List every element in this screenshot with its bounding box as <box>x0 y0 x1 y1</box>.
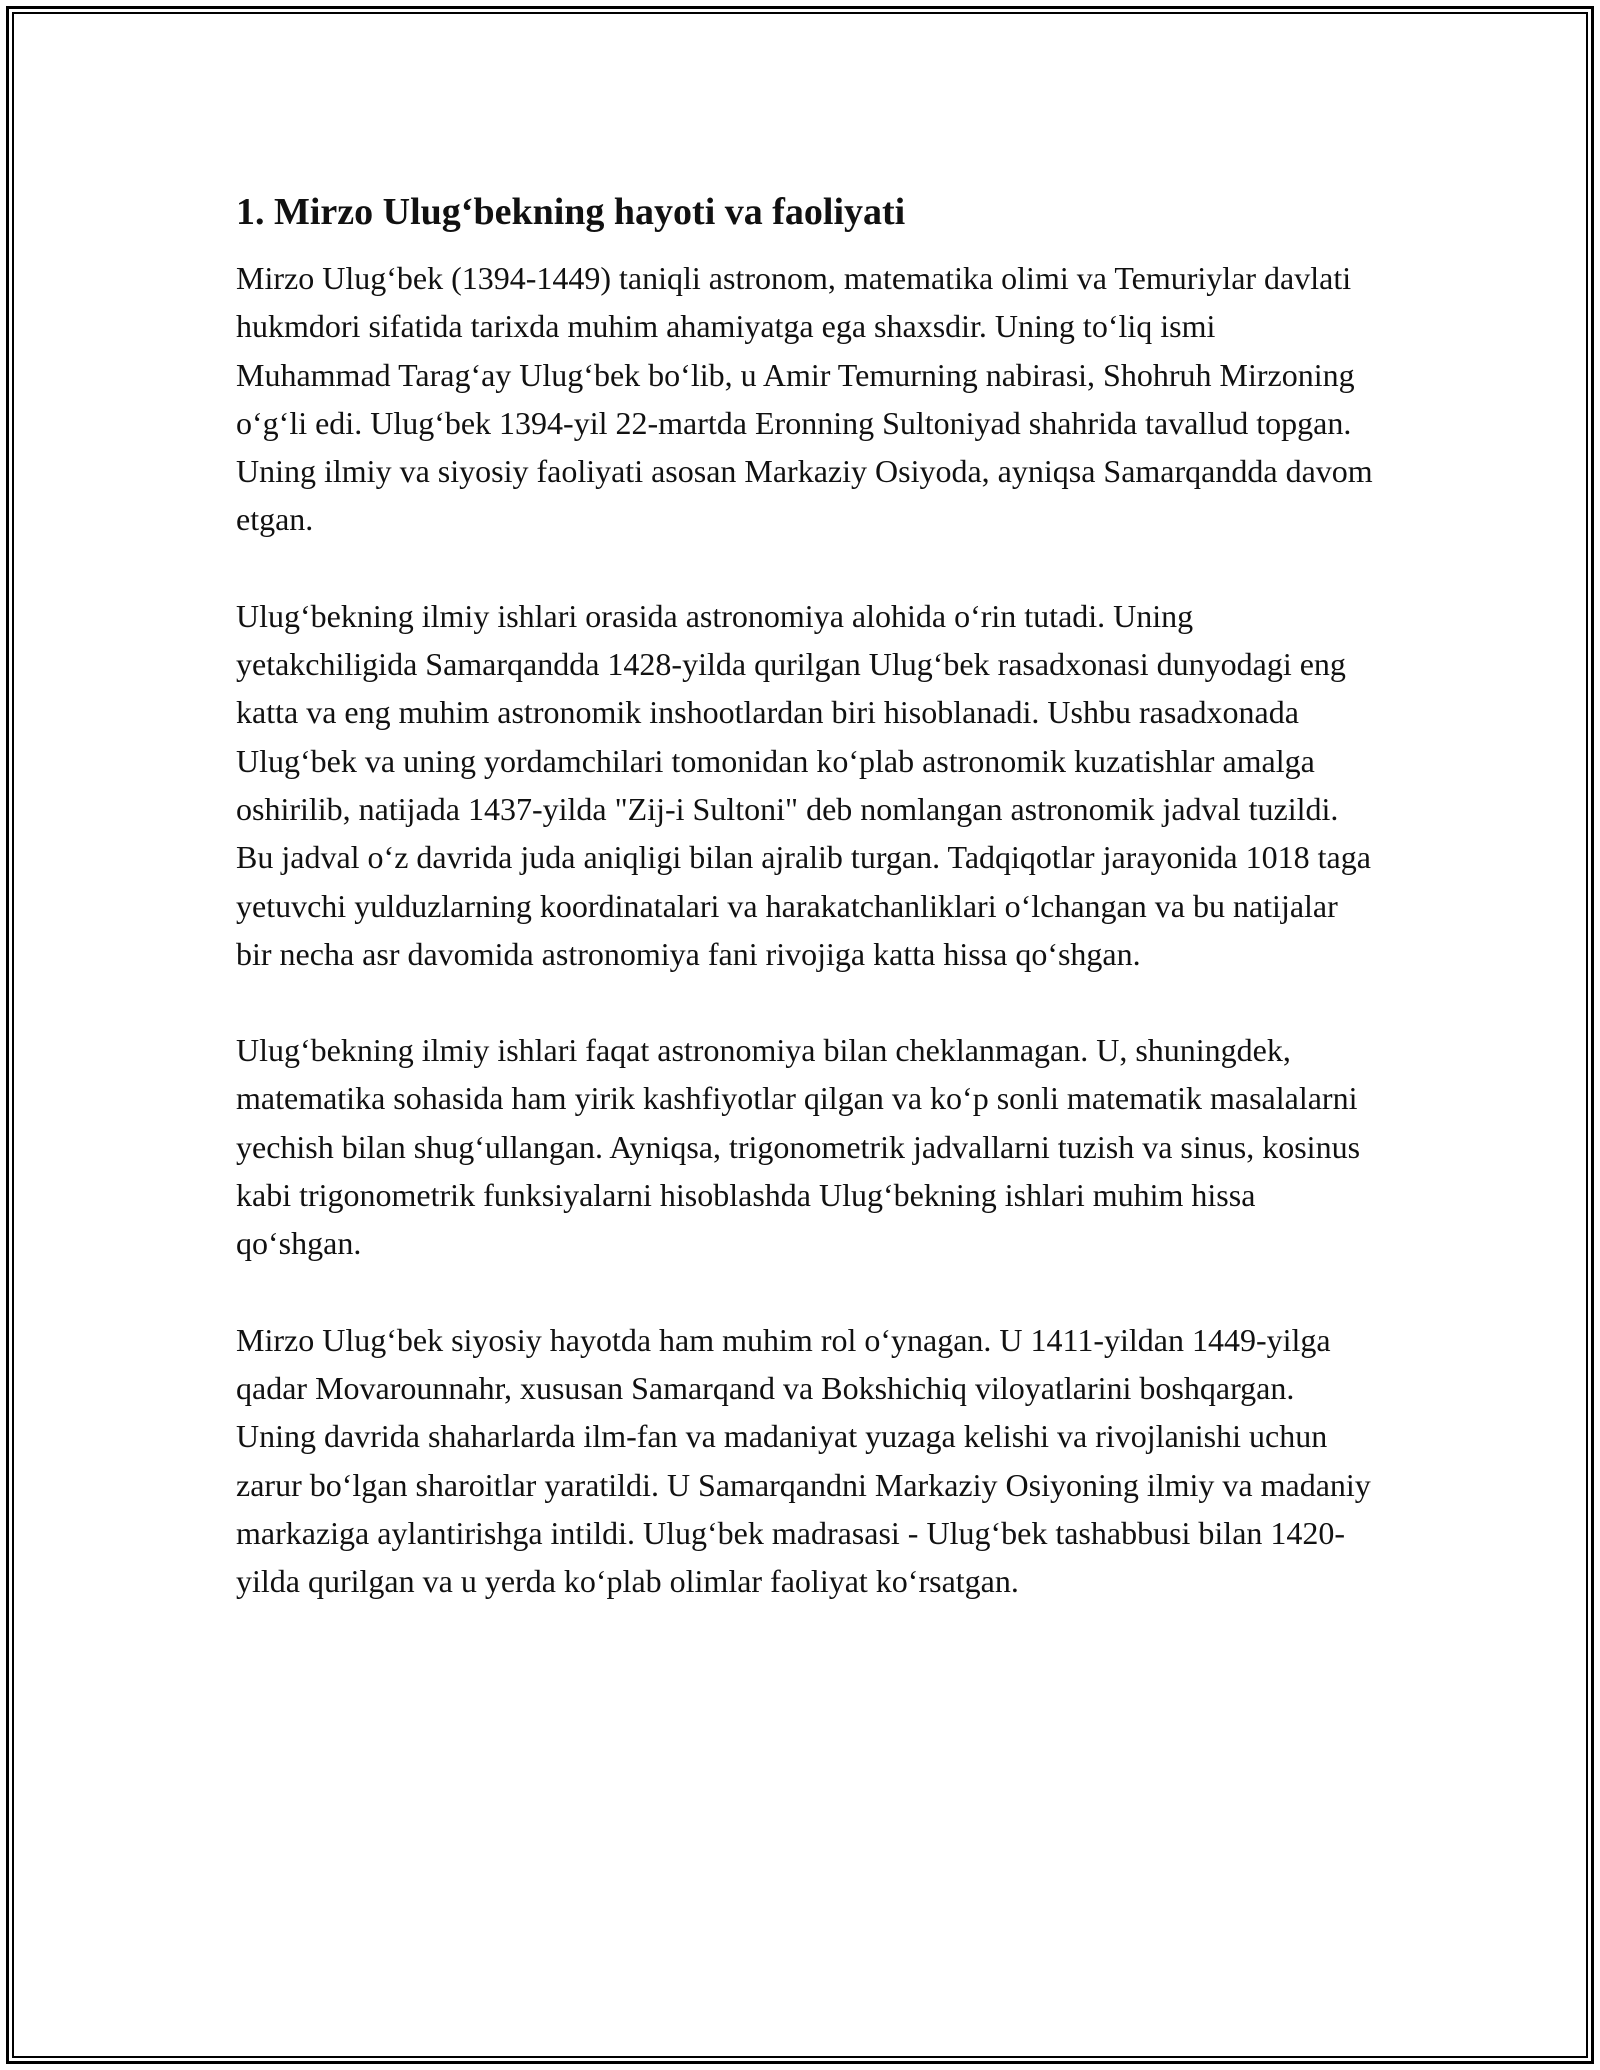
paragraph-mathematics: Ulug‘bekning ilmiy ishlari faqat astronomiya bilan cheklanmagan. U, shuningdek, matematika sohasida ham yirik kashfiyotlar qilgan va ko‘p sonli matematik masalalarni yechish bilan shug‘ullangan. Ayniqsa, trigonometrik jadvallarni tuzish va sinus, kosinus kabi trigonometrik funksiyalarni hisoblashda Ulug‘bekning ishlari muhim hissa qo‘shgan. <box>236 1032 1361 1262</box>
paragraph-biography: Mirzo Ulug‘bek (1394-1449) taniqli astronom, matematika olimi va Temuriylar davlati hukmdori sifatida tarixda muhim ahamiyatga ega shaxsdir. Uning to‘liq ismi Muhammad Tarag‘ay Ulug‘bek bo‘lib, u Amir Temurning nabirasi, Shohruh Mirzoning o‘g‘li edi. Ulug‘bek 1394-yil 22-martda Eronning Sultoniyad shahrida tavallud topgan. Uning ilmiy va siyosiy faoliyati asosan Markaziy Osiyoda, ayniqsa Samarqandda davom etgan. <box>236 260 1373 538</box>
document-body <box>236 184 1376 1653</box>
paragraph-astronomy: Ulug‘bekning ilmiy ishlari orasida astronomiya alohida o‘rin tutadi. Uning yetakchiligida Samarqandda 1428-yilda qurilgan Ulug‘bek rasadxonasi dunyodagi eng katta va eng muhim astronomik inshootlardan biri hisoblanadi. Ushbu rasadxonada Ulug‘bek va uning yordamchilari tomonidan ko‘plab astronomik kuzatishlar amalga oshirilib, natijada 1437-yilda "Zij-i Sultoni" deb nomlangan astronomik jadval tuzildi. Bu jadval o‘z davrida juda aniqligi bilan ajralib turgan. Tadqiqotlar jarayonida 1018 taga yetuvchi yulduzlarning koordinatalari va harakatchanliklari o‘lchangan va bu natijalar bir necha asr davomida astronomiya fani rivojiga katta hissa qo‘shgan. <box>236 597 1371 972</box>
section-heading: 1. Mirzo Ulug‘bekning hayoti va faoliyati <box>236 191 906 233</box>
paragraph-politics: Mirzo Ulug‘bek siyosiy hayotda ham muhim rol o‘ynagan. U 1411-yildan 1449-yilga qadar Movarounnahr, xususan Samarqand va Bokshichiq viloyatlarini boshqargan. Uning davrida shaharlarda ilm-fan va madaniyat yuzaga kelishi va rivojlanishi uchun zarur bo‘lgan sharoitlar yaratildi. U Samarqandni Markaziy Osiyoning ilmiy va madaniy markaziga aylantirishga intildi. Ulug‘bek madrasasi - Ulug‘bek tashabbusi bilan 1420-yilda qurilgan va u yerda ko‘plab olimlar faoliyat ko‘rsatgan. <box>236 1321 1371 1600</box>
